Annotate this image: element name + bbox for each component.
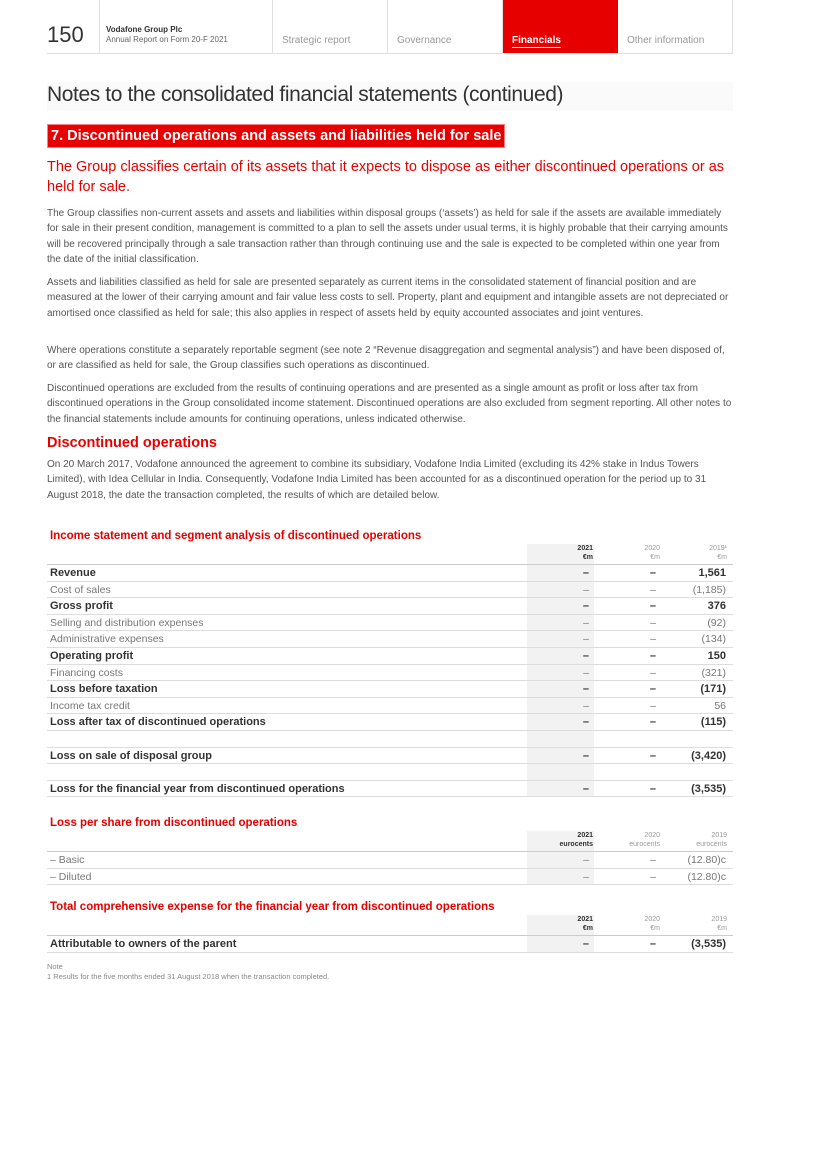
- table-body: [47, 565, 733, 797]
- page-header: [47, 0, 733, 55]
- cell-value: –: [649, 782, 656, 795]
- nav-governance[interactable]: Governance: [388, 0, 503, 54]
- cell-value: 1,561: [698, 567, 726, 579]
- nav-other-information[interactable]: Other information: [618, 0, 733, 54]
- row-label: Income tax credit: [50, 699, 130, 712]
- cell-value: (12.80)c: [687, 870, 726, 883]
- table-row: [47, 869, 733, 886]
- cell-value: –: [583, 666, 589, 679]
- brand-block: [100, 0, 273, 54]
- cell-value: –: [582, 749, 589, 762]
- table-row: [47, 748, 733, 765]
- cell-value: (3,535): [691, 782, 726, 795]
- table-title: Loss per share from discontinued operations: [50, 817, 298, 829]
- col-2021: 2021 €m: [577, 545, 593, 561]
- nav-financials[interactable]: Financials: [503, 0, 618, 54]
- col-2021: 2021 €m: [577, 916, 593, 932]
- footnote-text: 1 Results for the five months ended 31 August 2018 when the transaction completed.: [47, 972, 330, 981]
- cell-value: –: [583, 616, 589, 629]
- column-header: [47, 831, 733, 852]
- cell-value: –: [582, 938, 589, 950]
- cell-value: (134): [701, 633, 726, 646]
- cell-value: –: [582, 716, 589, 729]
- table-row: [47, 852, 733, 869]
- cell-value: –: [582, 683, 589, 696]
- cell-value: 376: [707, 600, 726, 613]
- cell-value: (12.80)c: [687, 854, 726, 866]
- table-row: [47, 936, 733, 953]
- table-row: [47, 764, 733, 781]
- cell-value: –: [649, 749, 656, 762]
- col-2021: 2021 eurocents: [559, 832, 593, 848]
- row-label: Cost of sales: [50, 583, 111, 596]
- row-label: Loss before taxation: [50, 683, 158, 696]
- column-header: [47, 544, 733, 565]
- table-row: [47, 681, 733, 698]
- cell-value: –: [650, 870, 656, 883]
- cell-value: –: [582, 782, 589, 795]
- row-label: – Diluted: [50, 870, 92, 883]
- row-label: Revenue: [50, 567, 96, 579]
- cell-value: (3,535): [691, 938, 726, 950]
- cell-value: –: [582, 649, 589, 662]
- cell-value: –: [583, 870, 589, 883]
- table-body: [47, 852, 733, 885]
- loss-per-share-table: [47, 831, 733, 885]
- cell-value: –: [583, 583, 589, 596]
- row-label: Attributable to owners of the parent: [50, 938, 237, 950]
- row-label: Loss for the financial year from discontinued operations: [50, 782, 345, 795]
- table-title: Income statement and segment analysis of discontinued operations: [50, 530, 422, 542]
- cell-value: –: [649, 600, 656, 613]
- table-title: Total comprehensive expense for the financial year from discontinued operations: [50, 901, 495, 913]
- cell-value: –: [649, 938, 656, 950]
- cell-value: –: [650, 583, 656, 596]
- col-2019: 2019¹ €m: [709, 545, 727, 561]
- cell-value: –: [650, 666, 656, 679]
- cell-value: –: [650, 616, 656, 629]
- col-2020: 2020 €m: [644, 916, 660, 932]
- table-row: [47, 698, 733, 715]
- table-row: [47, 648, 733, 665]
- cell-value: –: [583, 854, 589, 866]
- comprehensive-expense-table: [47, 915, 733, 953]
- table-row: [47, 565, 733, 582]
- cell-value: –: [649, 567, 656, 579]
- table-row: [47, 665, 733, 682]
- cell-value: –: [649, 716, 656, 729]
- cell-value: 150: [707, 649, 726, 662]
- paragraph: Assets and liabilities classified as held for sale are presented separately as current items in the consolidated statement of financial position and are measured at the lower of their carrying amount and fair value less costs to sell. Property, plant and equipment and intangible assets are not depreciated or amortised once classified as held for sale; this also applies in respect of assets held by equity accounted associates and joint ventures.: [47, 277, 729, 319]
- footnote-heading: Note: [47, 962, 63, 971]
- row-label: Selling and distribution expenses: [50, 616, 204, 629]
- col-2019: 2019 eurocents: [696, 832, 727, 848]
- footnote: [47, 962, 329, 982]
- table-row: [47, 631, 733, 648]
- row-label: Loss on sale of disposal group: [50, 749, 212, 762]
- column-header: [47, 915, 733, 936]
- cell-value: –: [649, 683, 656, 696]
- table-row: [47, 582, 733, 599]
- col-2019: 2019 €m: [711, 916, 727, 932]
- report-name: Annual Report on Form 20-F 2021: [106, 35, 228, 44]
- paragraph: Where operations constitute a separately reportable segment (see note 2 “Revenue disaggregation and segmental analysis”) and have been disposed of, or are classified as held for sale, the Group classifies such operations as discontinued.: [47, 345, 725, 372]
- subheading: Discontinued operations: [47, 435, 217, 451]
- page-title: Notes to the consolidated financial statements (continued): [47, 82, 733, 111]
- table-row: [47, 615, 733, 632]
- cell-value: –: [649, 649, 656, 662]
- section-heading: 7. Discontinued operations and assets and liabilities held for sale: [47, 124, 505, 148]
- table-body: [47, 936, 733, 953]
- col-2020: 2020 €m: [644, 545, 660, 561]
- row-label: Operating profit: [50, 649, 134, 662]
- row-label: Gross profit: [50, 600, 113, 613]
- cell-value: –: [583, 699, 589, 712]
- cell-value: –: [650, 633, 656, 646]
- row-label: – Basic: [50, 854, 85, 866]
- cell-value: –: [650, 699, 656, 712]
- row-label: Loss after tax of discontinued operations: [50, 716, 266, 729]
- table-row: [47, 731, 733, 748]
- cell-value: (171): [700, 683, 726, 696]
- row-label: Administrative expenses: [50, 633, 164, 646]
- table-row: [47, 714, 733, 731]
- cell-value: (321): [701, 666, 726, 679]
- table-row: [47, 598, 733, 615]
- paragraph: On 20 March 2017, Vodafone announced the agreement to combine its subsidiary, Vodafone India Limited (excluding its 42% stake in Indus Towers Limited), with Idea Cellular in India. Consequently, Vodafone India Limited has been accounted for as a discontinued operation for the period up to 31 August 2018, the date the transaction completed, the results of which are detailed below.: [47, 459, 707, 501]
- cell-value: 56: [714, 699, 726, 712]
- cell-value: (115): [700, 716, 726, 729]
- intro-text: The Group classifies certain of its assets that it expects to dispose as either discontinued operations or as held for sale.: [47, 159, 725, 195]
- company-name: Vodafone Group Plc: [106, 25, 183, 34]
- cell-value: (92): [707, 616, 726, 629]
- cell-value: (1,185): [692, 583, 726, 596]
- row-label: Financing costs: [50, 666, 123, 679]
- cell-value: –: [582, 567, 589, 579]
- cell-value: –: [583, 633, 589, 646]
- page-number: 150: [47, 0, 100, 54]
- nav-strategic-report[interactable]: Strategic report: [273, 0, 388, 54]
- cell-value: (3,420): [691, 749, 726, 762]
- cell-value: –: [650, 854, 656, 866]
- table-row: [47, 781, 733, 798]
- col-2020: 2020 eurocents: [629, 832, 660, 848]
- income-statement-table: [47, 544, 733, 797]
- cell-value: –: [582, 600, 589, 613]
- paragraph: The Group classifies non-current assets and assets and liabilities within disposal groups (‘assets’) as held for sale if the assets are available immediately for sale in their present condition, management is committed to a plan to sell the assets under usual terms, it is highly probable that their carrying amounts will be recovered principally through a sale transaction rather than through continuing use and the sale is expected to be completed within one year from the date of the initial classification.: [47, 208, 728, 265]
- paragraph: Discontinued operations are excluded from the results of continuing operations and are presented as a single amount as profit or loss after tax from discontinued operations in the Group consolidated income statement. Discontinued operations are also excluded from segment reporting. All other notes to the financial statements include amounts for continuing operations, unless indicated otherwise.: [47, 383, 732, 425]
